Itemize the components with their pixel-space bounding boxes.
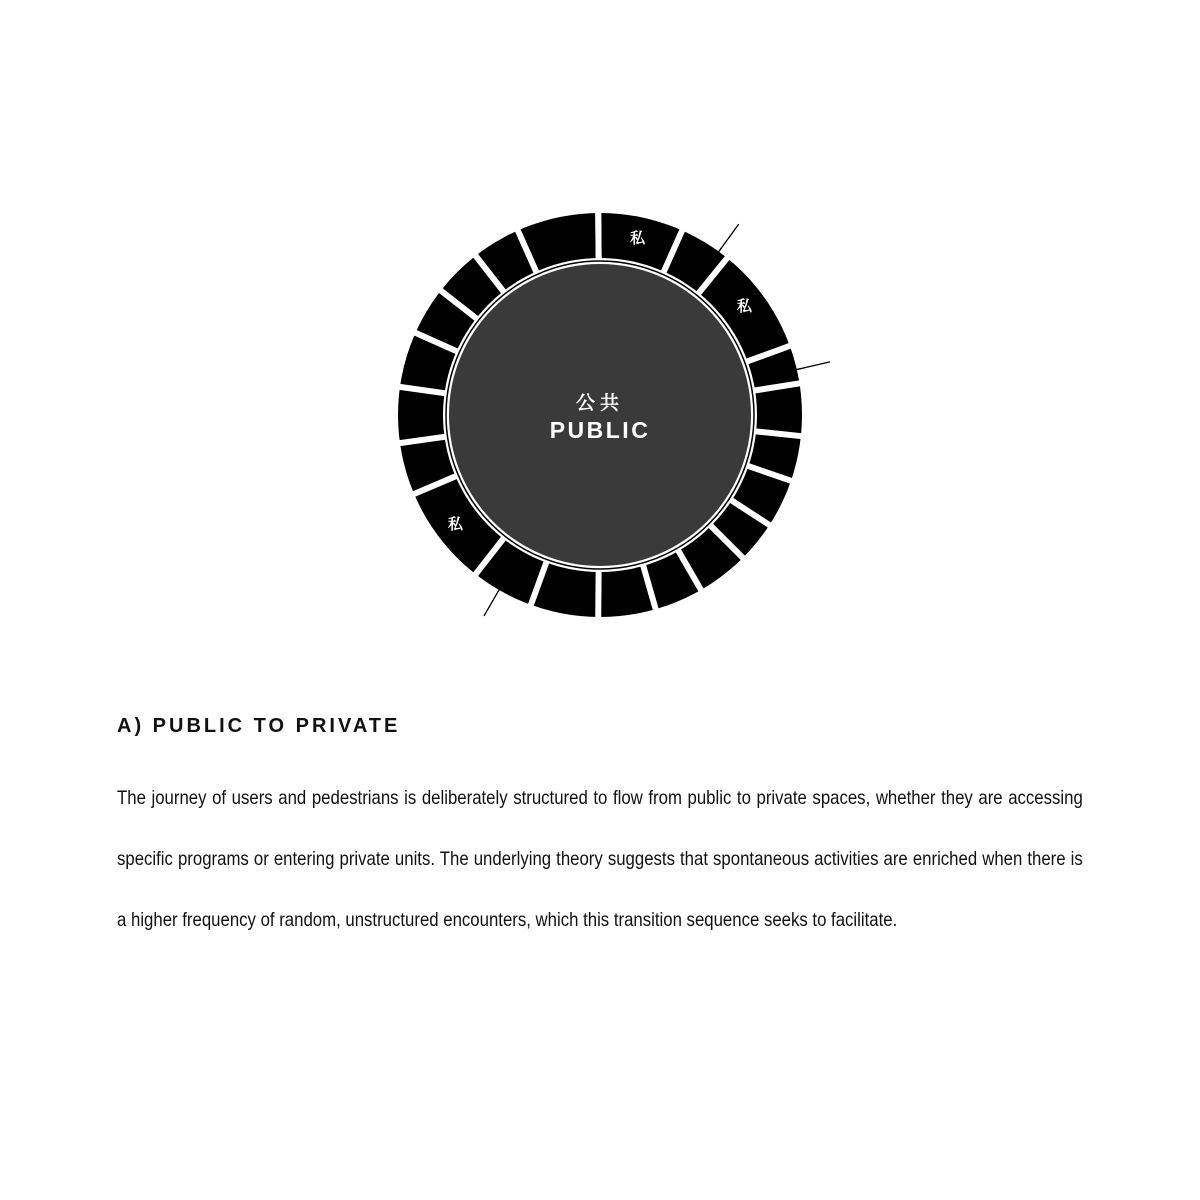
public-core	[449, 264, 751, 566]
private-segment-label: 私	[447, 514, 463, 533]
private-segment-label: 私	[737, 297, 753, 316]
private-segment-label: 私	[630, 228, 646, 247]
description-block	[117, 708, 1083, 951]
section-heading: A) PUBLIC TO PRIVATE	[117, 715, 401, 737]
center-label-cjk: 公共	[575, 392, 625, 414]
body-paragraph: The journey of users and pedestrians is deliberately structured to flow from public to private spaces, whether they are accessing specific programs or entering private units. The underlying theory suggests that spontaneous activities are enriched when there is a higher frequency of random, unstructured encounters, which this transition sequence seeks to facilitate.	[117, 787, 1083, 931]
center-label-en: PUBLIC	[549, 417, 651, 443]
